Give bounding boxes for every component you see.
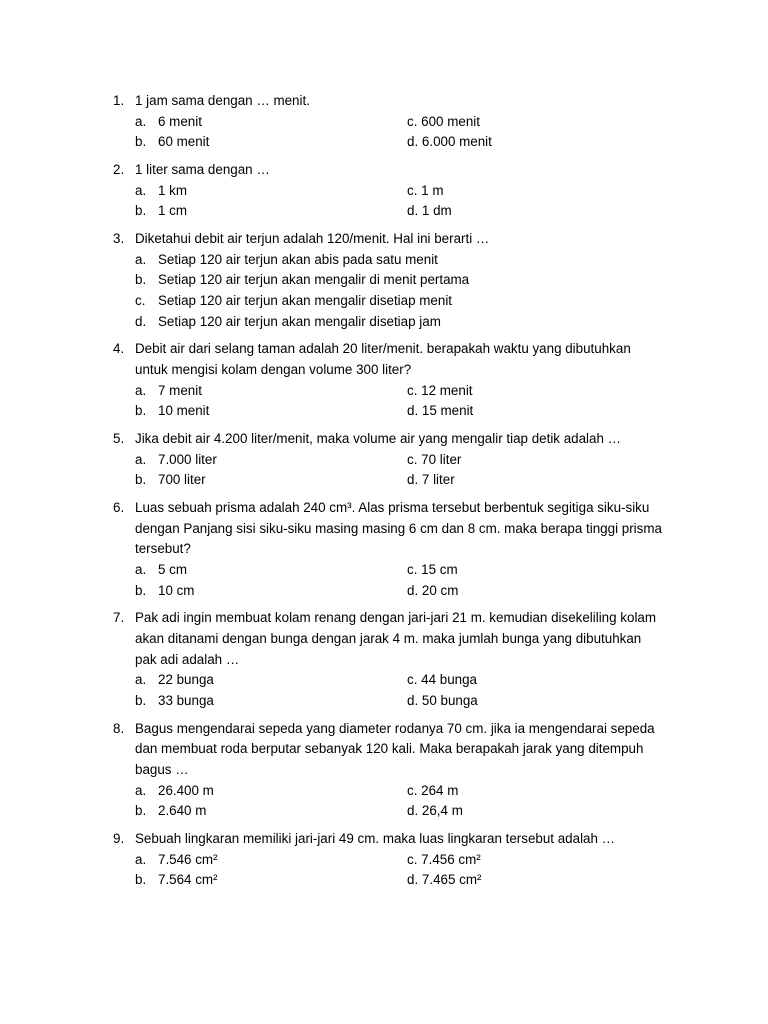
option-b-label: b.: [135, 692, 147, 708]
option-d-text: 1 dm: [421, 203, 452, 219]
option-d: [407, 401, 473, 422]
option-d-text: 7.465 cm²: [421, 872, 482, 888]
question-stem: [0, 229, 768, 250]
question-1: [0, 91, 768, 153]
option-a-text: 7.546 cm²: [158, 851, 218, 867]
question-text: Jika debit air 4.200 liter/menit, maka volume air yang mengalir tiap detik adalah …: [135, 430, 622, 446]
option-d: [407, 470, 455, 491]
option-c: [407, 450, 461, 471]
question-number: 3.: [113, 230, 125, 246]
option-d-label: d.: [407, 134, 419, 150]
option-row: [0, 291, 768, 312]
option-c: [407, 181, 443, 202]
option-d-label: d.: [407, 582, 419, 598]
option-c-text: 70 liter: [421, 451, 462, 467]
option-b-text: 60 menit: [158, 134, 210, 150]
question-number: 7.: [113, 610, 125, 626]
question-number: 1.: [113, 93, 125, 108]
question-stem: [0, 829, 768, 850]
option-a-label: a.: [135, 672, 147, 688]
option-b-label: b.: [135, 203, 147, 219]
option-d-text: 50 bunga: [421, 692, 478, 708]
option-d: [407, 801, 463, 822]
option-row: [0, 401, 768, 422]
option-b-text: 10 menit: [158, 403, 210, 419]
option-c: [407, 112, 480, 133]
question-text: 1 liter sama dengan …: [135, 161, 270, 177]
option-c: [407, 781, 458, 802]
option-b-text: 10 cm: [158, 582, 195, 598]
option-a-label: a.: [135, 113, 147, 129]
option-c-label: c.: [407, 782, 418, 798]
option-row: [0, 581, 768, 602]
question-4: [0, 339, 768, 422]
question-2: [0, 160, 768, 222]
option-row: [0, 250, 768, 271]
option-c-label: c.: [407, 451, 418, 467]
option-d-label: d.: [407, 403, 419, 419]
question-text: Pak adi ingin membuat kolam renang dengan jari-jari 21 m. kemudian disekeliling kolam akan ditanami dengan bunga dengan jarak 4 m. maka jumlah bunga yang dibutuhkan pak adi adalah …: [135, 610, 657, 667]
option-a-label: a.: [135, 251, 147, 267]
option-a-text: 5 cm: [158, 561, 188, 577]
question-5: [0, 429, 768, 491]
option-c: [407, 381, 473, 402]
option-row: [0, 201, 768, 222]
option-d-label: d.: [407, 692, 419, 708]
option-row: [0, 450, 768, 471]
option-row: [0, 781, 768, 802]
option-d-text: 20 cm: [421, 582, 459, 598]
option-c: [407, 670, 477, 691]
option-row: [0, 801, 768, 822]
option-a-text: 1 km: [158, 182, 188, 198]
option-row: [0, 850, 768, 871]
option-b-text: Setiap 120 air terjun akan mengalir di menit pertama: [158, 272, 470, 288]
option-b-label: b.: [135, 134, 147, 150]
option-c-text: 7.456 cm²: [421, 851, 481, 867]
option-b-text: 33 bunga: [158, 692, 214, 708]
option-a-text: 22 bunga: [158, 672, 214, 688]
option-a-text: 7 menit: [158, 382, 202, 398]
option-c-label: c.: [407, 382, 418, 398]
question-number: 9.: [113, 830, 125, 846]
option-c-text: 15 cm: [421, 561, 458, 577]
option-row: [0, 181, 768, 202]
option-row: [0, 560, 768, 581]
question-text: Bagus mengendarai sepeda yang diameter rodanya 70 cm. jika ia mengendarai sepeda dan membuat roda berputar sebanyak 120 kali. Maka berapakah jarak yang ditempuh bagus …: [135, 720, 655, 777]
option-d: [407, 691, 478, 712]
option-d: [407, 870, 481, 891]
option-c: [407, 850, 481, 871]
option-c-text: 264 m: [421, 782, 459, 798]
option-b-text: 1 cm: [158, 203, 188, 219]
option-a-text: 6 menit: [158, 113, 202, 129]
option-b-label: b.: [135, 872, 147, 888]
option-row: [0, 470, 768, 491]
option-c-label: c.: [407, 182, 418, 198]
question-number: 4.: [113, 341, 125, 357]
option-d-text: 7 liter: [421, 472, 455, 488]
option-c: [407, 560, 458, 581]
question-9: [0, 829, 768, 891]
option-d-label: d.: [135, 313, 147, 329]
question-8: [0, 719, 768, 822]
option-c-label: c.: [407, 672, 418, 688]
question-6: [0, 498, 768, 601]
option-a-text: 7.000 liter: [158, 451, 217, 467]
option-b-text: 7.564 cm²: [158, 872, 218, 888]
option-row: [0, 670, 768, 691]
option-row: [0, 270, 768, 291]
option-d-text: 15 menit: [421, 403, 474, 419]
option-d-label: d.: [407, 203, 419, 219]
option-d-label: d.: [407, 872, 419, 888]
question-stem: [0, 429, 768, 450]
option-row: [0, 132, 768, 153]
question-text: Diketahui debit air terjun adalah 120/menit. Hal ini berarti …: [135, 230, 490, 246]
question-stem: [0, 498, 768, 560]
question-number: 2.: [113, 161, 125, 177]
option-b-label: b.: [135, 272, 147, 288]
option-b-label: b.: [135, 803, 147, 819]
option-b-label: b.: [135, 472, 147, 488]
question-stem: [0, 608, 768, 670]
question-number: 6.: [113, 499, 125, 515]
option-a-label: a.: [135, 451, 147, 467]
question-text: Sebuah lingkaran memiliki jari-jari 49 cm. maka luas lingkaran tersebut adalah …: [135, 830, 616, 846]
option-d-label: d.: [407, 803, 419, 819]
option-a-label: a.: [135, 382, 147, 398]
question-stem: [0, 160, 768, 181]
option-c-text: 1 m: [421, 182, 444, 198]
option-d-label: d.: [407, 472, 419, 488]
question-3: [0, 229, 768, 332]
option-row: [0, 691, 768, 712]
option-b-label: b.: [135, 403, 147, 419]
option-b-text: 2.640 m: [158, 803, 207, 819]
option-b-label: b.: [135, 582, 147, 598]
option-b-text: 700 liter: [158, 472, 206, 488]
option-a-label: a.: [135, 182, 147, 198]
option-d-text: 26,4 m: [421, 803, 463, 819]
option-c-label: c.: [407, 851, 418, 867]
option-d: [407, 581, 458, 602]
question-7: [0, 608, 768, 711]
option-c-text: 600 menit: [421, 113, 480, 129]
question-stem: [0, 339, 768, 380]
option-c-label: c.: [135, 292, 146, 308]
option-a-label: a.: [135, 851, 147, 867]
option-a-label: a.: [135, 782, 147, 798]
option-d: [407, 132, 492, 153]
option-d-text: Setiap 120 air terjun akan mengalir disetiap jam: [158, 313, 441, 329]
option-a-text: Setiap 120 air terjun akan abis pada satu menit: [158, 251, 438, 267]
question-text: Debit air dari selang taman adalah 20 liter/menit. berapakah waktu yang dibutuhkan untuk mengisi kolam dengan volume 300 liter?: [135, 341, 631, 377]
question-text: 1 jam sama dengan … menit.: [135, 93, 310, 108]
option-row: [0, 112, 768, 133]
option-row: [0, 381, 768, 402]
option-a-label: a.: [135, 561, 147, 577]
option-d-text: 6.000 menit: [421, 134, 492, 150]
question-stem: [0, 719, 768, 781]
option-row: [0, 870, 768, 891]
option-a-text: 26.400 m: [158, 782, 214, 798]
question-text: Luas sebuah prisma adalah 240 cm³. Alas prisma tersebut berbentuk segitiga siku-siku dengan Panjang sisi siku-siku masing masing 6 cm dan 8 cm. maka berapa tinggi prisma tersebut?: [135, 499, 662, 557]
question-number: 8.: [113, 720, 125, 736]
option-d: [407, 201, 452, 222]
option-c-text: 12 menit: [421, 382, 473, 398]
question-stem: [0, 91, 768, 112]
option-c-text: 44 bunga: [421, 672, 478, 688]
question-number: 5.: [113, 430, 125, 446]
option-row: [0, 312, 768, 333]
option-c-text: Setiap 120 air terjun akan mengalir disetiap menit: [158, 292, 453, 308]
option-c-label: c.: [407, 561, 418, 577]
option-c-label: c.: [407, 113, 418, 129]
